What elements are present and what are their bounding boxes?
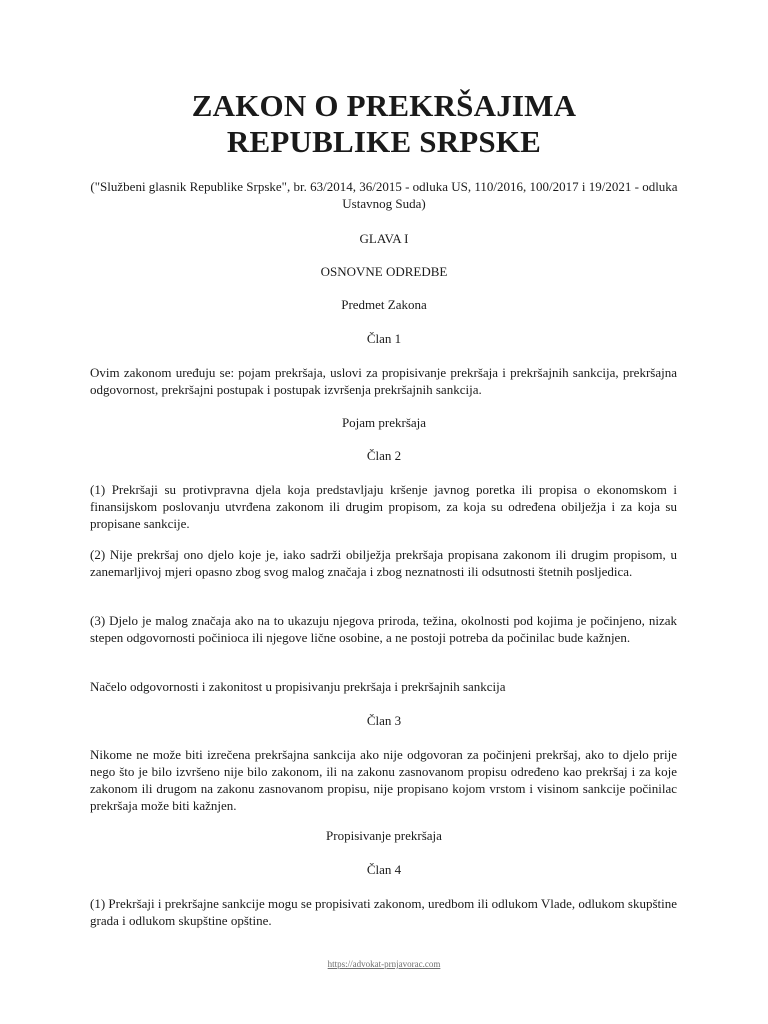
article-4-paragraph-1: (1) Prekršaji i prekršajne sankcije mogu se propisivati zakonom, uredbom ili odlukom Vlade, odlukom skupštine grada i odlukom skupštine opštine. xyxy=(90,896,677,928)
footer-website-link[interactable]: https://advokat-prnjavorac.com xyxy=(327,959,441,969)
chapter-heading: GLAVA I xyxy=(359,231,409,246)
article-2-paragraph-1: (1) Prekršaji su protivpravna djela koja predstavljaju kršenje javnog poretka ili propisa o ekonomskom i finansijskom poslovanju utvrđena zakonom ili drugim propisom, za koja su određena obilježja i za koja su propisane sankcije. xyxy=(90,482,677,531)
document-title-line-1: ZAKON O PREKRŠAJIMA xyxy=(191,88,577,123)
page-footer xyxy=(0,958,768,970)
article-heading-2: Član 2 xyxy=(366,448,402,463)
section-heading-responsibility: Načelo odgovornosti i zakonitost u propisivanju prekršaja i prekršajnih sankcija xyxy=(90,679,506,694)
article-2-paragraph-3: (3) Djelo je malog značaja ako na to ukazuju njegova priroda, težina, okolnosti pod kojima je počinjeno, nizak stepen odgovornosti počinioca ili njegove lične osobine, a ne postoji potreba da počinilac bude kažnjen. xyxy=(90,613,677,645)
section-heading-subject: Predmet Zakona xyxy=(341,297,427,312)
official-gazette-citation: ("Službeni glasnik Republike Srpske", br. 63/2014, 36/2015 - odluka US, 110/2016, 100/2017 i 19/2021 - odluka Ustavnog Suda) xyxy=(90,179,678,211)
section-heading-concept: Pojam prekršaja xyxy=(341,415,427,430)
article-1-paragraph: Ovim zakonom uređuju se: pojam prekršaja, uslovi za propisivanje prekršaja i prekršajnih sankcija, prekršajna odgovornost, prekršajni postupak i postupak izvršenja prekršajnih sankcija. xyxy=(90,365,677,397)
article-heading-3: Član 3 xyxy=(366,713,402,728)
article-2-paragraph-2: (2) Nije prekršaj ono djelo koje je, iako sadrži obilježja prekršaja propisana zakonom ili drugim propisom, u zanemarljivoj mjeri opasno zbog svog malog značaja i zbog neznatnosti ili odsutnosti štetnih posljedica. xyxy=(90,547,677,579)
article-3-paragraph: Nikome ne može biti izrečena prekršajna sankcija ako nije odgovoran za počinjeni prekršaj, ako to djelo prije nego što je bilo izvršeno nije bilo zakonom, ili na zakonu zasnovanom propisu određeno kao prekršaj i za koje zakonom ili drugom na zakonu zasnovanom propisu, nije propisano kojom vrstom i visinom sankcije počinilac prekršaja može biti kažnjen. xyxy=(90,747,677,813)
section-heading-prescribing: Propisivanje prekršaja xyxy=(326,828,442,843)
article-heading-4: Član 4 xyxy=(366,862,402,877)
document-title-line-2: REPUBLIKE SRPSKE xyxy=(226,124,542,159)
article-heading-1: Član 1 xyxy=(366,331,402,346)
chapter-title: OSNOVNE ODREDBE xyxy=(320,264,448,279)
